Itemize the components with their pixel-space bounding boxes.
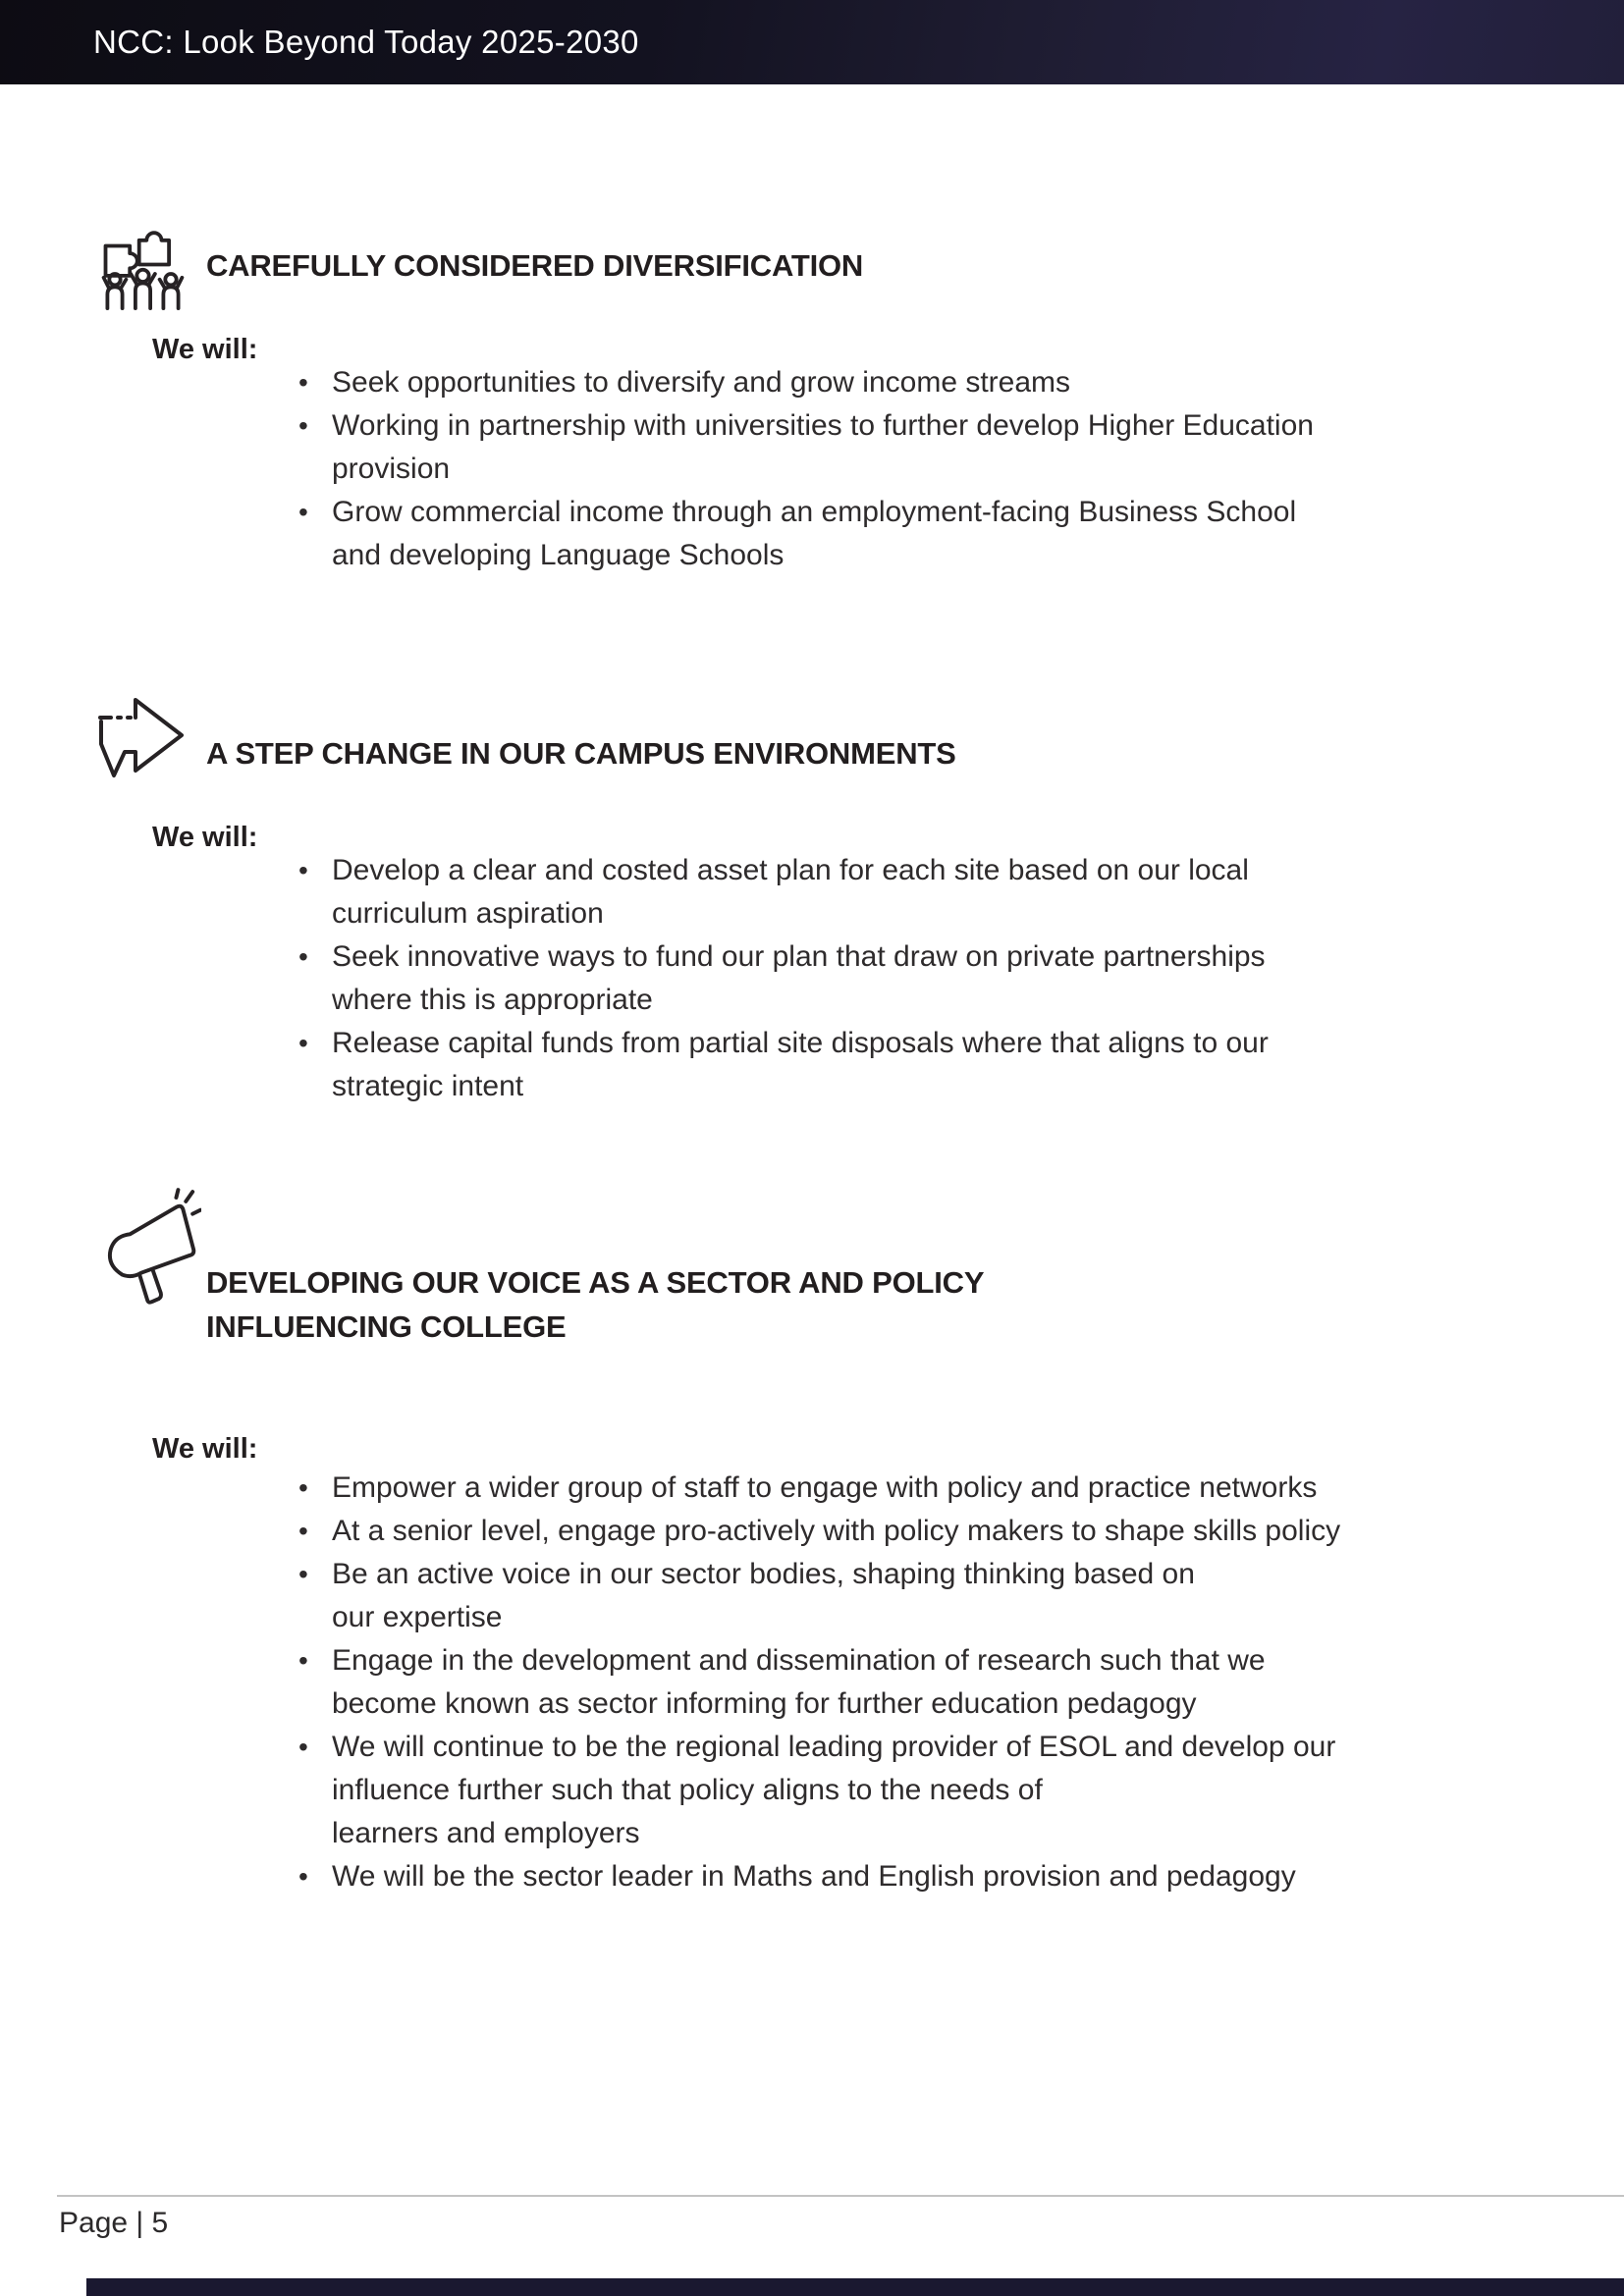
bullet-marker: • bbox=[298, 1861, 308, 1892]
bullet-marker: • bbox=[298, 367, 308, 398]
bullet-line: • Seek opportunities to diversify and grow income streams bbox=[295, 361, 1624, 404]
next-page-edge bbox=[86, 2278, 1624, 2296]
bullet-line: influence further such that policy aligns to the needs of bbox=[332, 1774, 1043, 1806]
bullet-line: provision bbox=[332, 453, 451, 485]
bullet-marker: • bbox=[298, 941, 308, 972]
bullet-list bbox=[295, 361, 1624, 577]
bullet-line: our expertise bbox=[332, 1601, 503, 1633]
bullet-line: • We will be the sector leader in Maths and English provision and pedagogy bbox=[295, 1855, 1624, 1898]
bullet-line: become known as sector informing for further education pedagogy bbox=[332, 1687, 1197, 1720]
bullet-line: • Working in partnership with universities to further develop Higher Education bbox=[295, 404, 1624, 448]
section-lead: We will: bbox=[152, 334, 258, 365]
section-campus-environments bbox=[0, 682, 1624, 1102]
section-heading: DEVELOPING OUR VOICE AS A SECTOR AND POLICY INFLUENCING COLLEGE bbox=[206, 1265, 985, 1344]
bullet-line: • Develop a clear and costed asset plan for each site based on our local bbox=[295, 849, 1624, 892]
bullet-line: curriculum aspiration bbox=[332, 897, 604, 930]
bullet-marker: • bbox=[298, 855, 308, 885]
bullet-line: • We will continue to be the regional leading provider of ESOL and develop our bbox=[295, 1726, 1624, 1769]
bullet-line: learners and employers bbox=[332, 1817, 640, 1849]
section-sector-voice bbox=[0, 1188, 1624, 1914]
bullet-marker: • bbox=[298, 497, 308, 527]
megaphone-icon bbox=[93, 1188, 201, 1311]
section-lead: We will: bbox=[152, 1433, 258, 1465]
bullet-marker: • bbox=[298, 1028, 308, 1058]
section-heading: CAREFULLY CONSIDERED DIVERSIFICATION bbox=[206, 248, 864, 283]
bullet-line: • Engage in the development and dissemination of research such that we bbox=[295, 1639, 1624, 1682]
bullet-line: where this is appropriate bbox=[332, 984, 653, 1016]
bullet-marker: • bbox=[298, 1645, 308, 1676]
step-change-arrow-icon bbox=[93, 687, 191, 785]
bullet-line: • Seek innovative ways to fund our plan that draw on private partnerships bbox=[295, 935, 1624, 979]
bullet-line: • Empower a wider group of staff to engage with policy and practice networks bbox=[295, 1467, 1624, 1510]
bullet-marker: • bbox=[298, 1472, 308, 1503]
section-lead: We will: bbox=[152, 822, 258, 853]
bullet-marker: • bbox=[298, 1559, 308, 1589]
bullet-list bbox=[295, 1467, 1624, 1898]
bullet-line: • Release capital funds from partial site disposals where that aligns to our bbox=[295, 1022, 1624, 1065]
bullet-line: • Be an active voice in our sector bodies, shaping thinking based on bbox=[295, 1553, 1624, 1596]
bullet-line: • Grow commercial income through an employment-facing Business School bbox=[295, 491, 1624, 534]
document-header-bar bbox=[0, 0, 1624, 84]
bullet-line: • At a senior level, engage pro-actively with policy makers to shape skills policy bbox=[295, 1510, 1624, 1553]
bullet-marker: • bbox=[298, 410, 308, 441]
bullet-line: and developing Language Schools bbox=[332, 539, 785, 571]
teamwork-puzzle-icon bbox=[96, 218, 189, 311]
document-title: NCC: Look Beyond Today 2025-2030 bbox=[93, 24, 639, 60]
bullet-marker: • bbox=[298, 1516, 308, 1546]
bullet-marker: • bbox=[298, 1732, 308, 1762]
bullet-line: strategic intent bbox=[332, 1070, 524, 1102]
section-heading: A STEP CHANGE IN OUR CAMPUS ENVIRONMENTS bbox=[206, 736, 956, 771]
bullet-list bbox=[295, 849, 1624, 1108]
footer-divider bbox=[57, 2195, 1624, 2197]
section-diversification bbox=[0, 218, 1624, 611]
page-number: Page | 5 bbox=[59, 2207, 169, 2239]
